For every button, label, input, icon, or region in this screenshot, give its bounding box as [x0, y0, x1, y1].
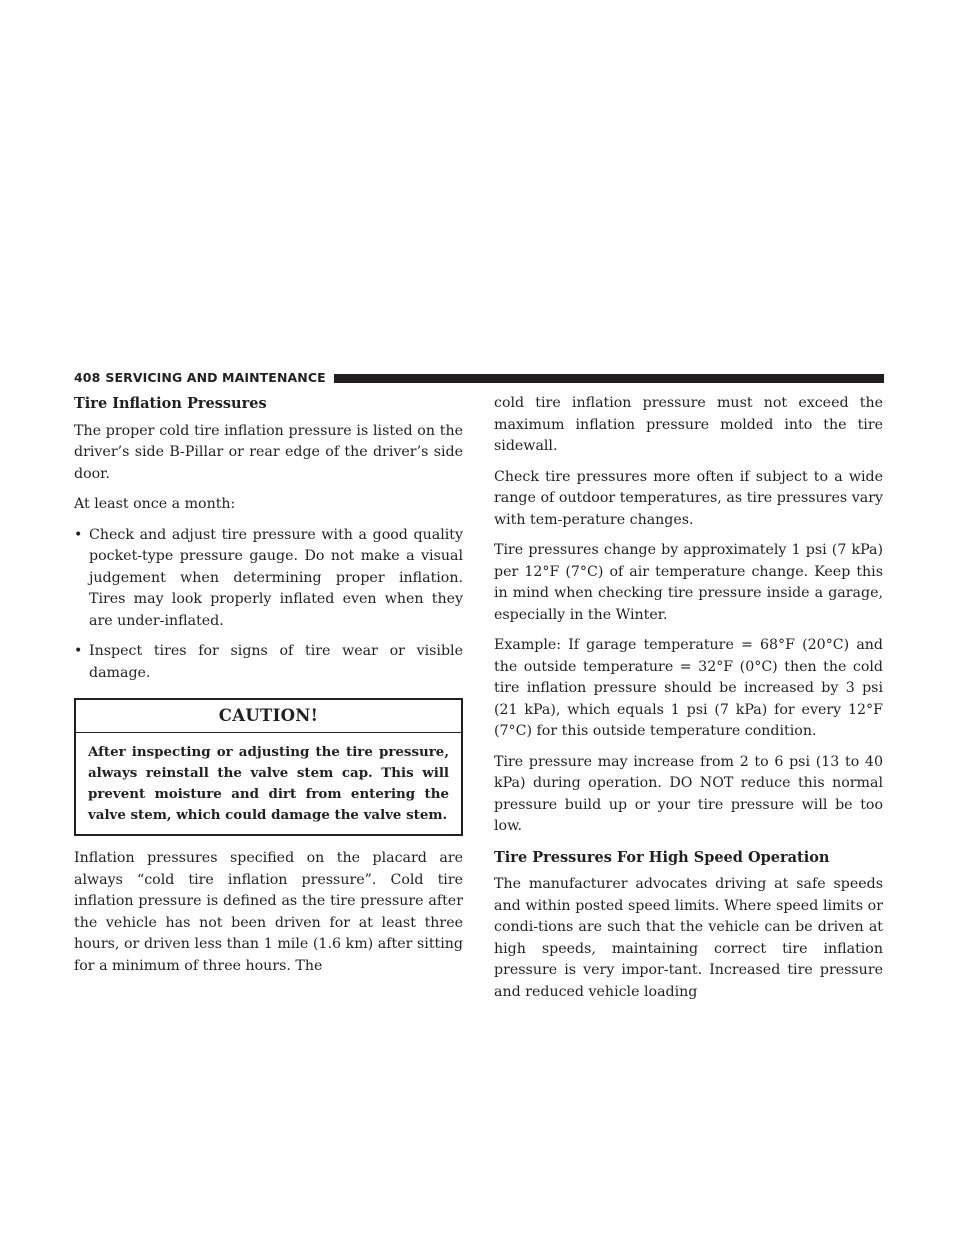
left-column — [74, 393, 463, 986]
section-title: SERVICING AND MAINTENANCE — [105, 370, 326, 385]
page-header — [74, 370, 884, 386]
page-number: 408 — [74, 370, 101, 385]
caution-title: CAUTION! — [76, 700, 461, 733]
paragraph: At least once a month: — [74, 496, 236, 512]
heading-tire-inflation-pressures: Tire Inflation Pressures — [74, 395, 267, 412]
bullet-text: Inspect tires for signs of tire wear or visible damage. — [89, 643, 463, 681]
caution-text: After inspecting or adjusting the tire pressure, always reinstall the valve stem cap. This will prevent moisture and dirt from entering the valve stem, which could damage the valve stem. — [88, 744, 449, 823]
bullet-text: Check and adjust tire pressure with a good quality pocket-type pressure gauge. Do not make a visual judgement when determining proper inflation. Tires may look properly inflated even when they are under-inflated. — [89, 526, 463, 629]
bullet-item — [74, 641, 463, 684]
paragraph: Tire pressure may increase from 2 to 6 psi (13 to 40 kPa) during operation. DO NOT reduce this normal pressure build up or your tire pressure will be too low. — [494, 753, 883, 834]
paragraph: Check tire pressures more often if subject to a wide range of outdoor temperatures, as tire pressures vary with tem-perature changes. — [494, 468, 883, 528]
bullet-item — [74, 525, 463, 633]
heading-high-speed-operation: Tire Pressures For High Speed Operation — [494, 848, 830, 866]
caution-box — [74, 698, 463, 836]
paragraph: The proper cold tire inflation pressure is listed on the driver’s side B-Pillar or rear edge of the driver’s side door. — [74, 422, 463, 482]
header-rule — [334, 374, 884, 383]
bullet-icon: • — [74, 643, 83, 659]
bullet-list — [74, 525, 463, 685]
paragraph: cold tire inflation pressure must not exceed the maximum inflation pressure molded into the tire sidewall. — [494, 395, 883, 454]
bullet-icon: • — [74, 526, 83, 543]
paragraph: The manufacturer advocates driving at safe speeds and within posted speed limits. Where speed limits or condi-tions are such that the vehicle can be driven at high speeds, maintaining correct tire inflation pressure is very impor-tant. Increased tire pressure and reduced vehicle loading — [494, 876, 883, 1000]
paragraph: Tire pressures change by approximately 1 psi (7 kPa) per 12°F (7°C) of air temperature change. Keep this in mind when checking tire pressure inside a garage, especially in the Winter. — [494, 542, 883, 623]
paragraph: Example: If garage temperature = 68°F (20°C) and the outside temperature = 32°F (0°C) then the cold tire inflation pressure should be increased by 3 psi (21 kPa), which equals 1 psi (7 kPa) for every 12°F (7°C) for this outside temperature condition. — [494, 637, 883, 739]
paragraph: Inflation pressures specified on the placard are always “cold tire inflation pressure”. Cold tire inflation pressure is defined as the tire pressure after the vehicle has not been driven for at least three hours, or driven less than 1 mile (1.6 km) after sitting for a minimum of three hours. The — [74, 850, 463, 974]
right-column — [494, 393, 883, 1012]
